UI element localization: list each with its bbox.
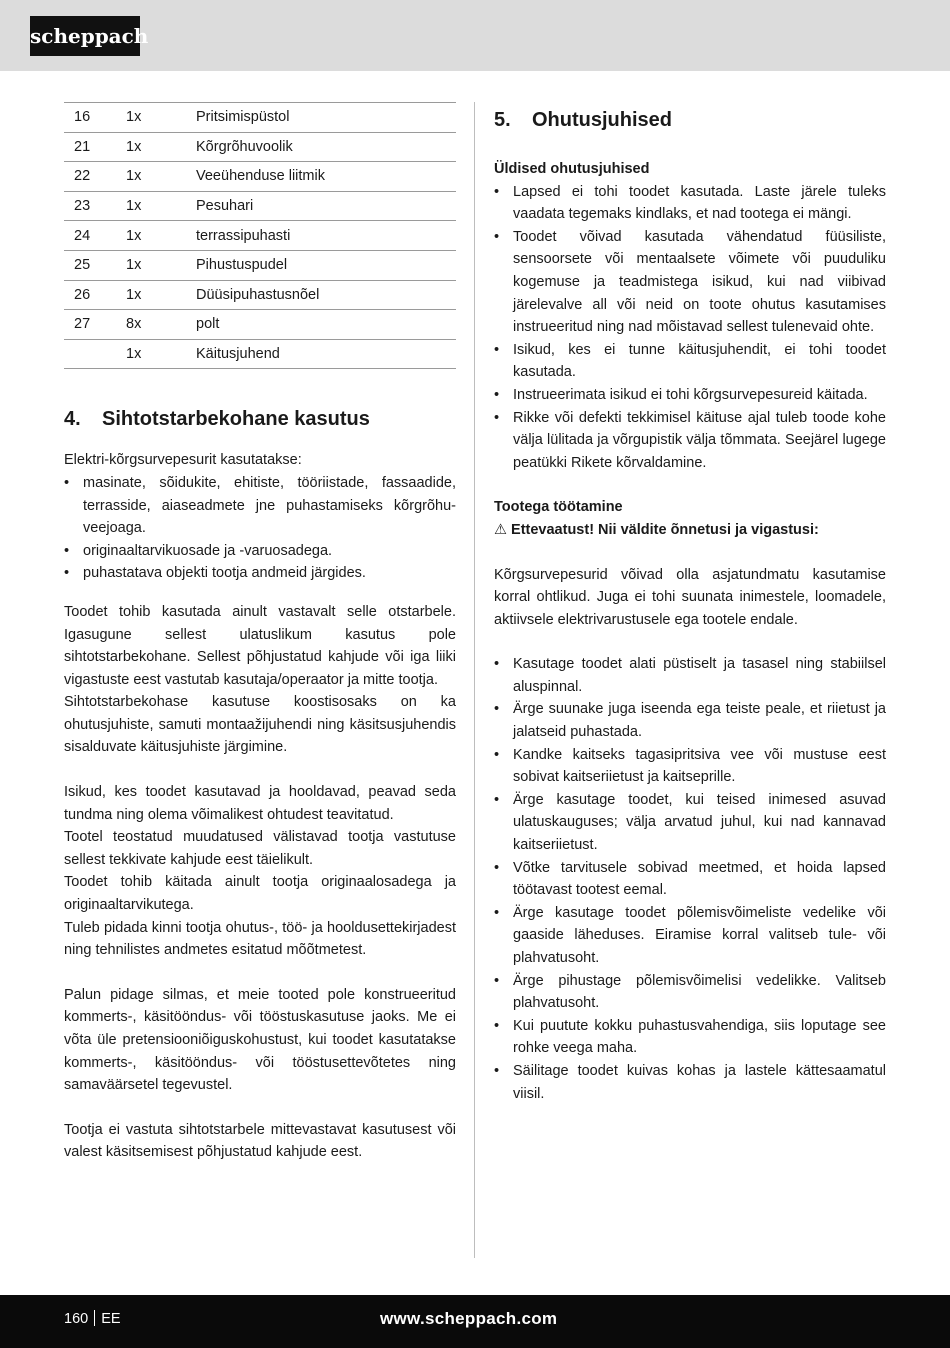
table-row [64, 339, 456, 369]
section-4-bullets [64, 472, 456, 585]
part-number-cell: 23 [64, 191, 116, 221]
part-name-cell: polt [186, 310, 456, 340]
part-quantity-cell: 1x [116, 103, 186, 133]
left-column [64, 102, 456, 1164]
section-5-title: Ohutusjuhised [532, 109, 672, 131]
part-number-cell: 22 [64, 162, 116, 192]
part-number-cell: 24 [64, 221, 116, 251]
list-item: • puhastatava objekti tootja andmeid järgides. [64, 562, 456, 585]
page-number [64, 1295, 121, 1343]
column-divider [474, 102, 475, 1258]
website-link[interactable]: www.scheppach.com [380, 1309, 558, 1328]
page-number-value: 160 [64, 1311, 89, 1327]
paragraph: Tootel teostatud muudatused välistavad tootja vastutuse sellest tekkivate kahjude eest täielikult. [64, 829, 456, 868]
part-name-cell: Käitusjuhend [186, 339, 456, 369]
page-header [0, 0, 950, 71]
page-footer [0, 1295, 950, 1348]
list-item: • Toodet võivad kasutada vähendatud füüsiliste, sensoorsete või mentaalsete võimete või puuduliku kogemuse ja teadmistega isikud, kui nad viibivad järelevalve all või neid on toote ohutus kasutamises instrueeritud ning nad mõistavad sellest tulenevaid ohte. [494, 226, 886, 339]
working-bullets [494, 653, 886, 1105]
section-4-intro: Elektri-kõrgsurvepesurit kasutatakse: [64, 452, 302, 469]
part-name-cell: Veeühenduse liitmik [186, 162, 456, 192]
part-name-cell: Pesuhari [186, 191, 456, 221]
part-number-cell: 27 [64, 310, 116, 340]
warning-triangle-icon: ⚠ [494, 521, 507, 538]
part-quantity-cell: 1x [116, 250, 186, 280]
paragraph: Isikud, kes toodet kasutavad ja hooldavad, peavad seda tundma ning olema võimalikest ohtudest teavitatud. [64, 784, 456, 823]
table-row [64, 310, 456, 340]
section-5-heading [494, 106, 886, 134]
part-number-cell: 26 [64, 280, 116, 310]
table-row [64, 250, 456, 280]
table-row [64, 280, 456, 310]
list-item: • Kui puutute kokku puhastusvahendiga, siis loputage see rohke veega maha. [494, 1015, 886, 1060]
footer-separator [94, 1310, 95, 1326]
paragraph: Tuleb pidada kinni tootja ohutus-, töö- ja hooldusettekirjadest ning tehnilistes andmetes esitatud mõõtmetest. [64, 919, 456, 959]
part-number-cell: 21 [64, 132, 116, 162]
part-name-cell: Düüsipuhastusnõel [186, 280, 456, 310]
list-item: • Rikke või defekti tekkimisel käituse ajal tuleb toode kohe välja lülitada ja võrgupistik välja tõmmata. Seejärel lugege peatükki Rikete kõrvaldamine. [494, 407, 886, 475]
paragraph: Kõrgsurvepesurid võivad olla asjatundmatu kasutamise korral ohtlikud. Juga ei tohi suunata inimestele, loomadele, aktiivsele elektrivarustusele ega tootele endale. [494, 566, 886, 628]
part-name-cell: Pritsimispüstol [186, 103, 456, 133]
list-item: • Säilitage toodet kuivas kohas ja lastele kättesaamatul viisil. [494, 1060, 886, 1105]
part-quantity-cell: 1x [116, 339, 186, 369]
list-item: • masinate, sõidukite, ehitiste, tööriistade, fassaadide, terrasside, aiaseadmete jne puhastamiseks kõrgrõhu-veejoaga. [64, 472, 456, 540]
list-item: • Võtke tarvitusele sobivad meetmed, et hoida lapsed töötavast tootest eemal. [494, 857, 886, 902]
scheppach-logo: scheppach [30, 16, 140, 56]
list-item: • Ärge kasutage toodet, kui teised inimesed asuvad ulatuskauguses; välja arvatud juhul, kui nad kannavad kaitseriietust. [494, 789, 886, 857]
table-row [64, 191, 456, 221]
part-number-cell: 16 [64, 103, 116, 133]
subheading-general-safety: Üldised ohutusjuhised [494, 161, 650, 177]
right-column [494, 102, 886, 1105]
part-name-cell: terrassipuhasti [186, 221, 456, 251]
list-item: • Instrueerimata isikud ei tohi kõrgsurvepesureid käitada. [494, 384, 886, 407]
warning-text: Ettevaatust! Nii väldite õnnetusi ja vigastusi: [511, 521, 819, 538]
list-item: • Kandke kaitseks tagasipritsiva vee või mustuse eest sobivat kaitseriietust ja kaitseprille. [494, 744, 886, 789]
paragraph: Toodet tohib kasutada ainult vastavalt selle otstarbele. Igasugune sellest ulatuslikum kasutus pole sihtotstarbekohane. Sellest põhjustatud kahjude või iga liiki vigastuste eest vastutab kasutaja/operaator ja mitte tootja. [64, 603, 456, 688]
section-5-number: 5. [494, 109, 511, 131]
part-number-cell: 25 [64, 250, 116, 280]
table-row [64, 132, 456, 162]
paragraph: Tootja ei vastuta sihtotstarbele mittevastavat kasutusest või valest käsitsemisest põhjustatud kahjude eest. [64, 1121, 456, 1161]
list-item: • originaaltarvikuosade ja -varuosadega. [64, 540, 456, 563]
part-quantity-cell: 8x [116, 310, 186, 340]
part-quantity-cell: 1x [116, 132, 186, 162]
section-4-heading [64, 405, 456, 433]
language-code: EE [101, 1311, 121, 1327]
part-quantity-cell: 1x [116, 191, 186, 221]
part-quantity-cell: 1x [116, 280, 186, 310]
paragraph: Palun pidage silmas, et meie tooted pole konstrueeritud kommerts-, käsitööndus- või tööstuskasutuse jaoks. Me ei võta üle pretensiooniõiguskohustust, kui toodet kasutatakse kommerts-, käsitööndus- või tööstusettevõtetes ning samaväärsetel tegevustel. [64, 986, 456, 1094]
list-item: • Lapsed ei tohi toodet kasutada. Laste järele tuleks vaadata tegemaks kindlaks, et nad tootega ei mängi. [494, 181, 886, 226]
section-4-number: 4. [64, 408, 81, 431]
section-4-title: Sihtotstarbekohane kasutus [102, 408, 370, 431]
paragraph: Sihtotstarbekohase kasutuse koostisosaks on ka ohutusjuhiste, samuti montaažijuhendi ning käsitsusjuhendis sisalduvate käitusjuhiste järgimine. [64, 694, 456, 756]
list-item: • Kasutage toodet alati püstiselt ja tasasel ning stabiilsel aluspinnal. [494, 653, 886, 698]
part-quantity-cell: 1x [116, 221, 186, 251]
parts-table [64, 102, 456, 369]
table-row [64, 162, 456, 192]
subheading-working: Tootega töötamine [494, 499, 623, 516]
general-safety-bullets [494, 181, 886, 475]
part-number-cell [64, 339, 116, 369]
list-item: • Ärge suunake juga iseenda ega teiste peale, et riietust ja jalatseid puhastada. [494, 698, 886, 743]
part-name-cell: Pihustuspudel [186, 250, 456, 280]
table-row [64, 103, 456, 133]
paragraph: Toodet tohib käitada ainult tootja originaalosadega ja originaaltarvikutega. [64, 874, 456, 914]
table-row [64, 221, 456, 251]
list-item: • Ärge kasutage toodet põlemisvõimeliste vedelike või gaaside läheduses. Eiramise korral valitseb tule- või plahvatusoht. [494, 902, 886, 970]
part-name-cell: Kõrgrõhuvoolik [186, 132, 456, 162]
list-item: • Isikud, kes ei tunne käitusjuhendit, ei tohi toodet kasutada. [494, 339, 886, 384]
part-quantity-cell: 1x [116, 162, 186, 192]
warning-line [494, 519, 886, 542]
list-item: • Ärge pihustage põlemisvõimelisi vedelikke. Valitseb plahvatusoht. [494, 970, 886, 1015]
